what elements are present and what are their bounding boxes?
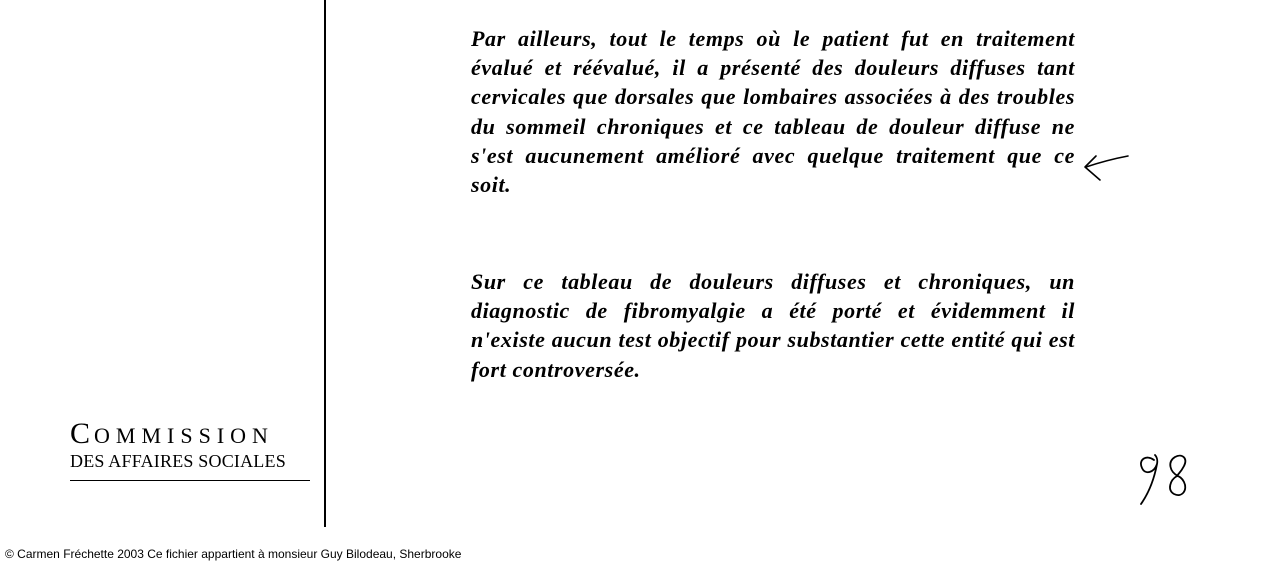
arrow-left-icon [1082,150,1132,186]
logo-underline [70,480,310,481]
commission-logo [70,417,312,481]
vertical-divider [324,0,326,527]
logo-line-commission [70,417,312,450]
logo-rest: OMMISSION [94,423,274,448]
logo-line-affaires-sociales: DES AFFAIRES SOCIALES [70,451,286,471]
paragraph-1: Par ailleurs, tout le temps où le patient fut en traitement évalué et réévalué, il a présenté des douleurs diffuses tant cervicales que dorsales que lombaires associées à des troubles du sommeil chroniques et ce tableau de douleur diffuse ne s'est aucunement amélioré avec quelque traitement que ce soit. [471,26,1075,198]
logo-initial: C [70,417,95,450]
handwritten-page-number [1134,446,1194,508]
paragraph-2: Sur ce tableau de douleurs diffuses et chroniques, un diagnostic de fibromyalgie a été porté et évidemment il n'existe aucun test objectif pour substantier cette entité qui est fort controversée. [471,269,1075,382]
copyright-footer: © Carmen Fréchette 2003 Ce fichier appartient à monsieur Guy Bilodeau, Sherbrooke [5,547,462,561]
